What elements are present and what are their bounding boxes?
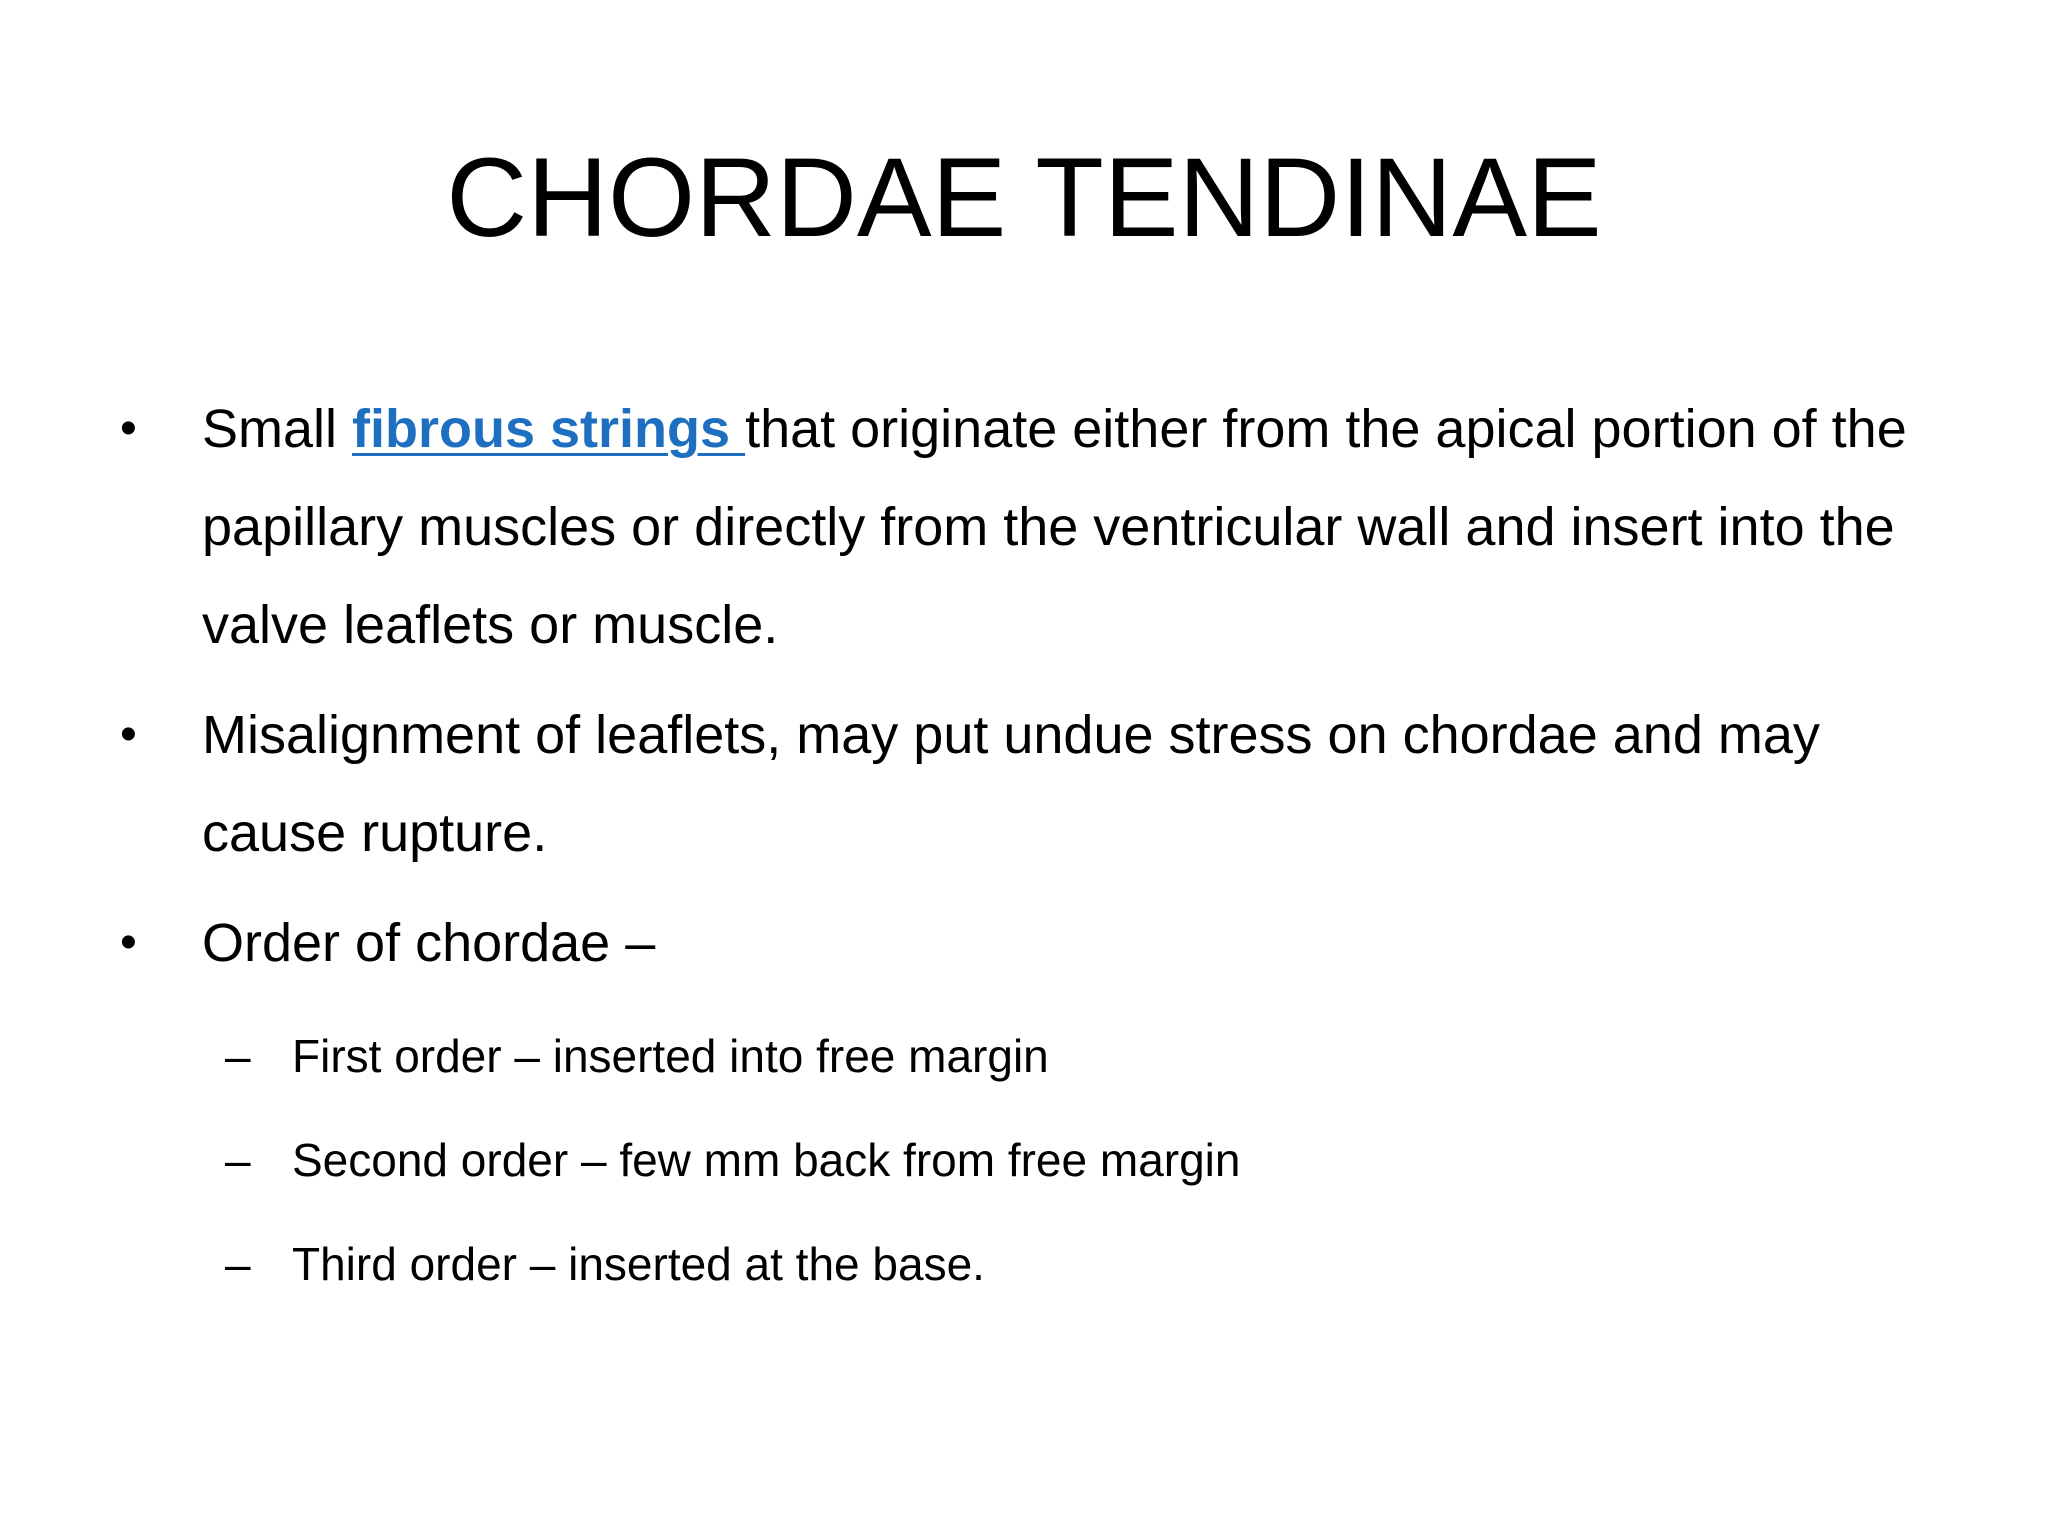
sub-bullet-marker: – xyxy=(225,1030,251,1082)
sub-bullet-text: Third order – inserted at the base. xyxy=(292,1238,985,1290)
sub-bullet-text: Second order – few mm back from free margin xyxy=(292,1134,1241,1186)
bullet-marker: • xyxy=(120,402,137,455)
bullet-text: Order of chordae – xyxy=(202,913,656,973)
bullet-text-before-link: Small xyxy=(202,399,353,459)
bullet-text: Misalignment of leaflets, may put undue stress on chordae and may cause rupture. xyxy=(202,705,1820,863)
sub-bullet-item-1 xyxy=(120,1004,1950,1108)
fibrous-strings-link[interactable]: fibrous strings xyxy=(352,399,746,459)
slide-title: CHORDAE TENDINAE xyxy=(446,135,1602,260)
bullet-item-1 xyxy=(120,380,1950,674)
sub-bullet-item-3 xyxy=(120,1212,1950,1316)
bullet-item-2 xyxy=(120,686,1950,882)
bullet-marker: • xyxy=(120,708,137,761)
sub-bullet-marker: – xyxy=(225,1238,251,1290)
bullet-item-3 xyxy=(120,894,1950,992)
sub-bullet-marker: – xyxy=(225,1134,251,1186)
slide-content xyxy=(120,380,1950,1316)
sub-bullet-item-2 xyxy=(120,1108,1950,1212)
bullet-text-after-link: that originate either from the apical portion of the papillary muscles or directly from the ventricular wall and insert into the valve leaflets or muscle. xyxy=(202,399,1907,655)
bullet-marker: • xyxy=(120,916,137,969)
sub-bullet-text: First order – inserted into free margin xyxy=(292,1030,1049,1082)
sub-bullet-list xyxy=(120,1004,1950,1316)
